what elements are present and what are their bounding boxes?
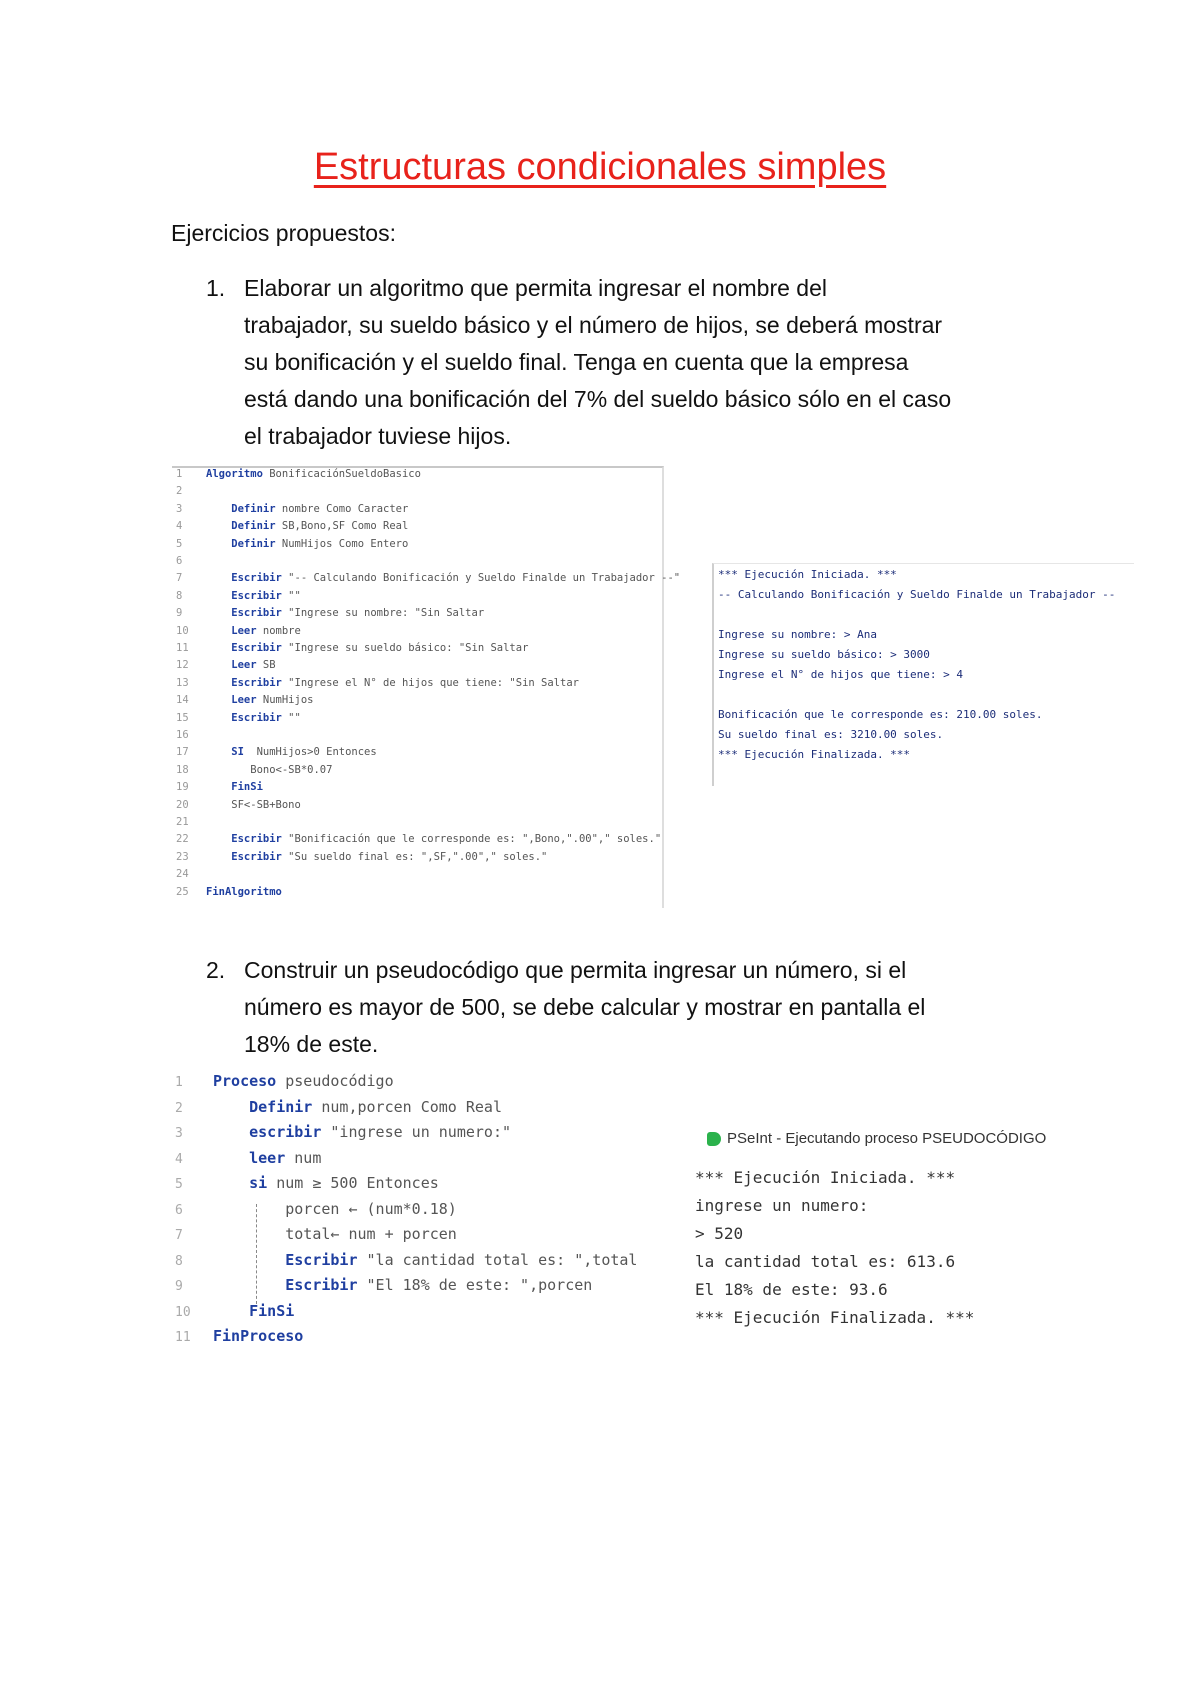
console-line: Bonificación que le corresponde es: 210.00 soles.	[718, 708, 1043, 721]
code-keyword: Escribir	[206, 711, 282, 724]
code-line	[172, 625, 301, 642]
code-line	[172, 503, 408, 520]
code-keyword: leer	[213, 1148, 286, 1167]
line-number: 8	[176, 589, 183, 602]
code-line	[175, 1200, 457, 1225]
intro-text: Ejercicios propuestos:	[171, 220, 396, 246]
line-number: 6	[176, 555, 183, 567]
code-line	[175, 1072, 394, 1097]
line-number: 5	[176, 537, 183, 550]
code-line	[172, 868, 206, 885]
code-line	[172, 555, 206, 572]
line-number: 9	[176, 607, 183, 620]
exercise-line: 18% de este.	[244, 1031, 379, 1057]
line-number: 9	[175, 1279, 183, 1294]
console-line: Ingrese su nombre: > Ana	[718, 628, 877, 641]
exercise-text	[244, 270, 1066, 455]
line-number: 13	[176, 676, 189, 689]
code-text: num ≥ 500 Entonces	[267, 1174, 439, 1192]
code-screenshot-1	[172, 466, 681, 908]
code-line	[172, 764, 332, 781]
code-line	[172, 607, 484, 624]
code-keyword: Escribir	[206, 589, 282, 602]
code-text: "El 18% de este: ",porcen	[357, 1276, 593, 1294]
code-line	[172, 746, 377, 763]
pseint-icon	[707, 1132, 721, 1146]
line-number: 1	[175, 1075, 183, 1090]
code-line	[172, 694, 313, 711]
console-output-1	[712, 563, 1134, 786]
console-line: ingrese un numero:	[695, 1196, 869, 1215]
line-number: 4	[175, 1151, 183, 1167]
code-text: "Su sueldo final es: ",SF,".00"," soles."	[281, 850, 548, 863]
console-line: -- Calculando Bonificación y Sueldo Finalde un Trabajador --	[718, 588, 1116, 601]
code-keyword: FinSi	[213, 1301, 295, 1320]
code-keyword: Escribir	[206, 833, 282, 846]
code-text: "ingrese un numero:"	[321, 1123, 512, 1141]
code-keyword: Algoritmo	[206, 468, 263, 480]
console-line: Ingrese su sueldo básico: > 3000	[718, 648, 930, 661]
code-text: NumHijos>0 Entonces	[243, 746, 377, 759]
code-line	[172, 816, 206, 833]
console-header	[707, 1130, 1046, 1147]
code-text: "Ingrese su nombre: "Sin Saltar	[281, 607, 485, 620]
exercise-line: Construir un pseudocódigo que permita ingresar un número, si el	[244, 957, 907, 983]
console-output-2	[695, 1130, 1135, 1350]
console-line: Su sueldo final es: 3210.00 soles.	[718, 728, 944, 741]
code-text: NumHijos Como Entero	[275, 537, 409, 550]
line-number: 10	[175, 1304, 191, 1320]
code-keyword: Escribir	[206, 850, 282, 863]
line-number: 11	[175, 1330, 191, 1345]
page-title: Estructuras condicionales simples	[313, 146, 887, 188]
code-keyword: si	[213, 1174, 268, 1192]
exercise-line: número es mayor de 500, se debe calcular y mostrar en pantalla el	[244, 994, 926, 1020]
code-text: SB	[256, 659, 276, 672]
code-keyword: SI	[206, 746, 244, 759]
line-number: 10	[176, 624, 189, 637]
line-number: 2	[175, 1100, 183, 1116]
code-text: nombre	[256, 624, 301, 637]
line-number: 17	[176, 746, 189, 759]
code-keyword: Escribir	[206, 676, 282, 689]
code-text: SB,Bono,SF Como Real	[275, 520, 409, 533]
code-keyword: Escribir	[206, 572, 282, 585]
exercise-1	[206, 270, 1066, 455]
console-header-title: PSeInt - Ejecutando proceso PSEUDOCÓDIGO	[727, 1130, 1047, 1147]
line-number: 22	[176, 833, 189, 846]
console-line: *** Ejecución Finalizada. ***	[695, 1308, 975, 1327]
exercise-2	[206, 952, 1066, 1063]
code-line	[175, 1225, 457, 1250]
console-line: *** Ejecución Finalizada. ***	[718, 748, 911, 761]
code-text: "Bonificación que le corresponde es: ",Bono,".00"," soles."	[281, 833, 662, 846]
code-text: porcen ← (num*0.18)	[213, 1199, 457, 1218]
code-text: "Ingrese el N° de hijos que tiene: "Sin Saltar	[281, 676, 579, 689]
code-keyword: Escribir	[213, 1250, 358, 1269]
code-line	[175, 1302, 294, 1327]
code-text: "-- Calculando Bonificación y Sueldo Finalde un Trabajador --"	[281, 572, 681, 585]
code-keyword: Escribir	[213, 1276, 358, 1294]
exercise-number: 1.	[206, 275, 226, 301]
code-line	[172, 642, 528, 659]
code-screenshot-2	[175, 1072, 665, 1352]
code-keyword: Definir	[206, 502, 276, 515]
console-line: *** Ejecución Iniciada. ***	[695, 1168, 956, 1187]
console-line: > 520	[695, 1224, 744, 1243]
exercise-line: está dando una bonificación del 7% del sueldo básico sólo en el caso	[244, 386, 952, 412]
code-line	[172, 851, 547, 868]
line-number: 6	[175, 1202, 183, 1218]
line-number: 2	[176, 485, 183, 498]
line-number: 4	[176, 520, 183, 533]
code-text: num	[285, 1148, 322, 1167]
code-keyword: FinProceso	[213, 1327, 304, 1345]
line-number: 3	[176, 502, 183, 515]
code-keyword: Leer	[206, 694, 257, 707]
exercise-line: el trabajador tuviese hijos.	[244, 423, 512, 449]
code-text: NumHijos	[256, 694, 314, 707]
code-line	[175, 1174, 439, 1199]
code-keyword: Escribir	[206, 607, 282, 620]
code-text: total← num + porcen	[213, 1225, 457, 1243]
code-line	[172, 799, 301, 816]
code-line	[175, 1251, 637, 1276]
code-line	[172, 886, 282, 903]
line-number: 3	[175, 1126, 183, 1141]
code-line	[172, 520, 408, 537]
line-number: 23	[176, 850, 189, 863]
code-text: nombre Como Caracter	[275, 502, 409, 515]
line-number: 19	[176, 781, 189, 794]
code-keyword: escribir	[213, 1123, 322, 1141]
code-text: "Ingrese su sueldo básico: "Sin Saltar	[281, 642, 529, 654]
code-keyword: FinSi	[206, 781, 263, 794]
code-line	[175, 1149, 321, 1174]
console-line: la cantidad total es: 613.6	[695, 1252, 956, 1271]
code-keyword: Leer	[206, 624, 257, 637]
code-line	[172, 677, 579, 694]
code-text: BonificaciónSueldoBasico	[262, 468, 421, 480]
line-number: 25	[176, 885, 189, 898]
code-keyword: Proceso	[213, 1072, 277, 1090]
code-line	[172, 590, 301, 607]
line-number: 5	[175, 1177, 183, 1192]
code-line	[172, 712, 301, 729]
code-line	[172, 659, 276, 676]
line-number: 24	[176, 868, 189, 881]
console-line: Ingrese el N° de hijos que tiene: > 4	[718, 668, 964, 681]
indent-guide	[256, 1204, 257, 1304]
line-number: 14	[176, 694, 189, 707]
exercise-line: trabajador, su sueldo básico y el número de hijos, se deberá mostrar	[244, 312, 943, 338]
code-text: num,porcen Como Real	[312, 1097, 502, 1116]
line-number: 12	[176, 659, 189, 672]
code-keyword: Definir	[206, 537, 276, 550]
line-number: 11	[176, 642, 189, 654]
code-text: pseudocódigo	[276, 1072, 394, 1090]
line-number: 20	[176, 798, 189, 811]
console-line: *** Ejecución Iniciada. ***	[718, 568, 897, 581]
code-line	[172, 833, 661, 850]
code-line	[172, 538, 408, 555]
exercise-line: su bonificación y el sueldo final. Tenga en cuenta que la empresa	[244, 349, 909, 375]
code-keyword: Leer	[206, 659, 257, 672]
code-keyword: Definir	[213, 1097, 313, 1116]
code-line	[175, 1123, 511, 1148]
code-keyword: Definir	[206, 520, 276, 533]
console-line: El 18% de este: 93.6	[695, 1280, 888, 1299]
code-line	[172, 729, 206, 746]
code-line	[172, 781, 263, 798]
code-text: SF<-SB+Bono	[206, 798, 301, 811]
line-number: 21	[176, 816, 189, 828]
line-number: 1	[176, 468, 183, 480]
code-line	[175, 1276, 592, 1301]
line-number: 8	[175, 1253, 183, 1269]
code-text: ""	[281, 711, 301, 724]
code-text: "la cantidad total es: ",total	[357, 1250, 638, 1269]
code-text: ""	[281, 589, 301, 602]
line-number: 16	[176, 729, 189, 741]
exercise-number: 2.	[206, 957, 226, 983]
line-number: 18	[176, 763, 189, 776]
code-line	[172, 485, 206, 502]
code-line	[175, 1098, 502, 1123]
line-number: 7	[175, 1228, 183, 1243]
code-text: Bono<-SB*0.07	[206, 763, 333, 776]
code-line	[172, 572, 680, 589]
code-keyword: FinAlgoritmo	[206, 885, 282, 898]
code-line	[172, 468, 421, 485]
exercise-line: Elaborar un algoritmo que permita ingresar el nombre del	[244, 275, 827, 301]
code-line	[175, 1327, 303, 1352]
code-keyword: Escribir	[206, 642, 282, 654]
line-number: 15	[176, 711, 189, 724]
line-number: 7	[176, 572, 183, 585]
exercise-text	[244, 952, 1066, 1063]
